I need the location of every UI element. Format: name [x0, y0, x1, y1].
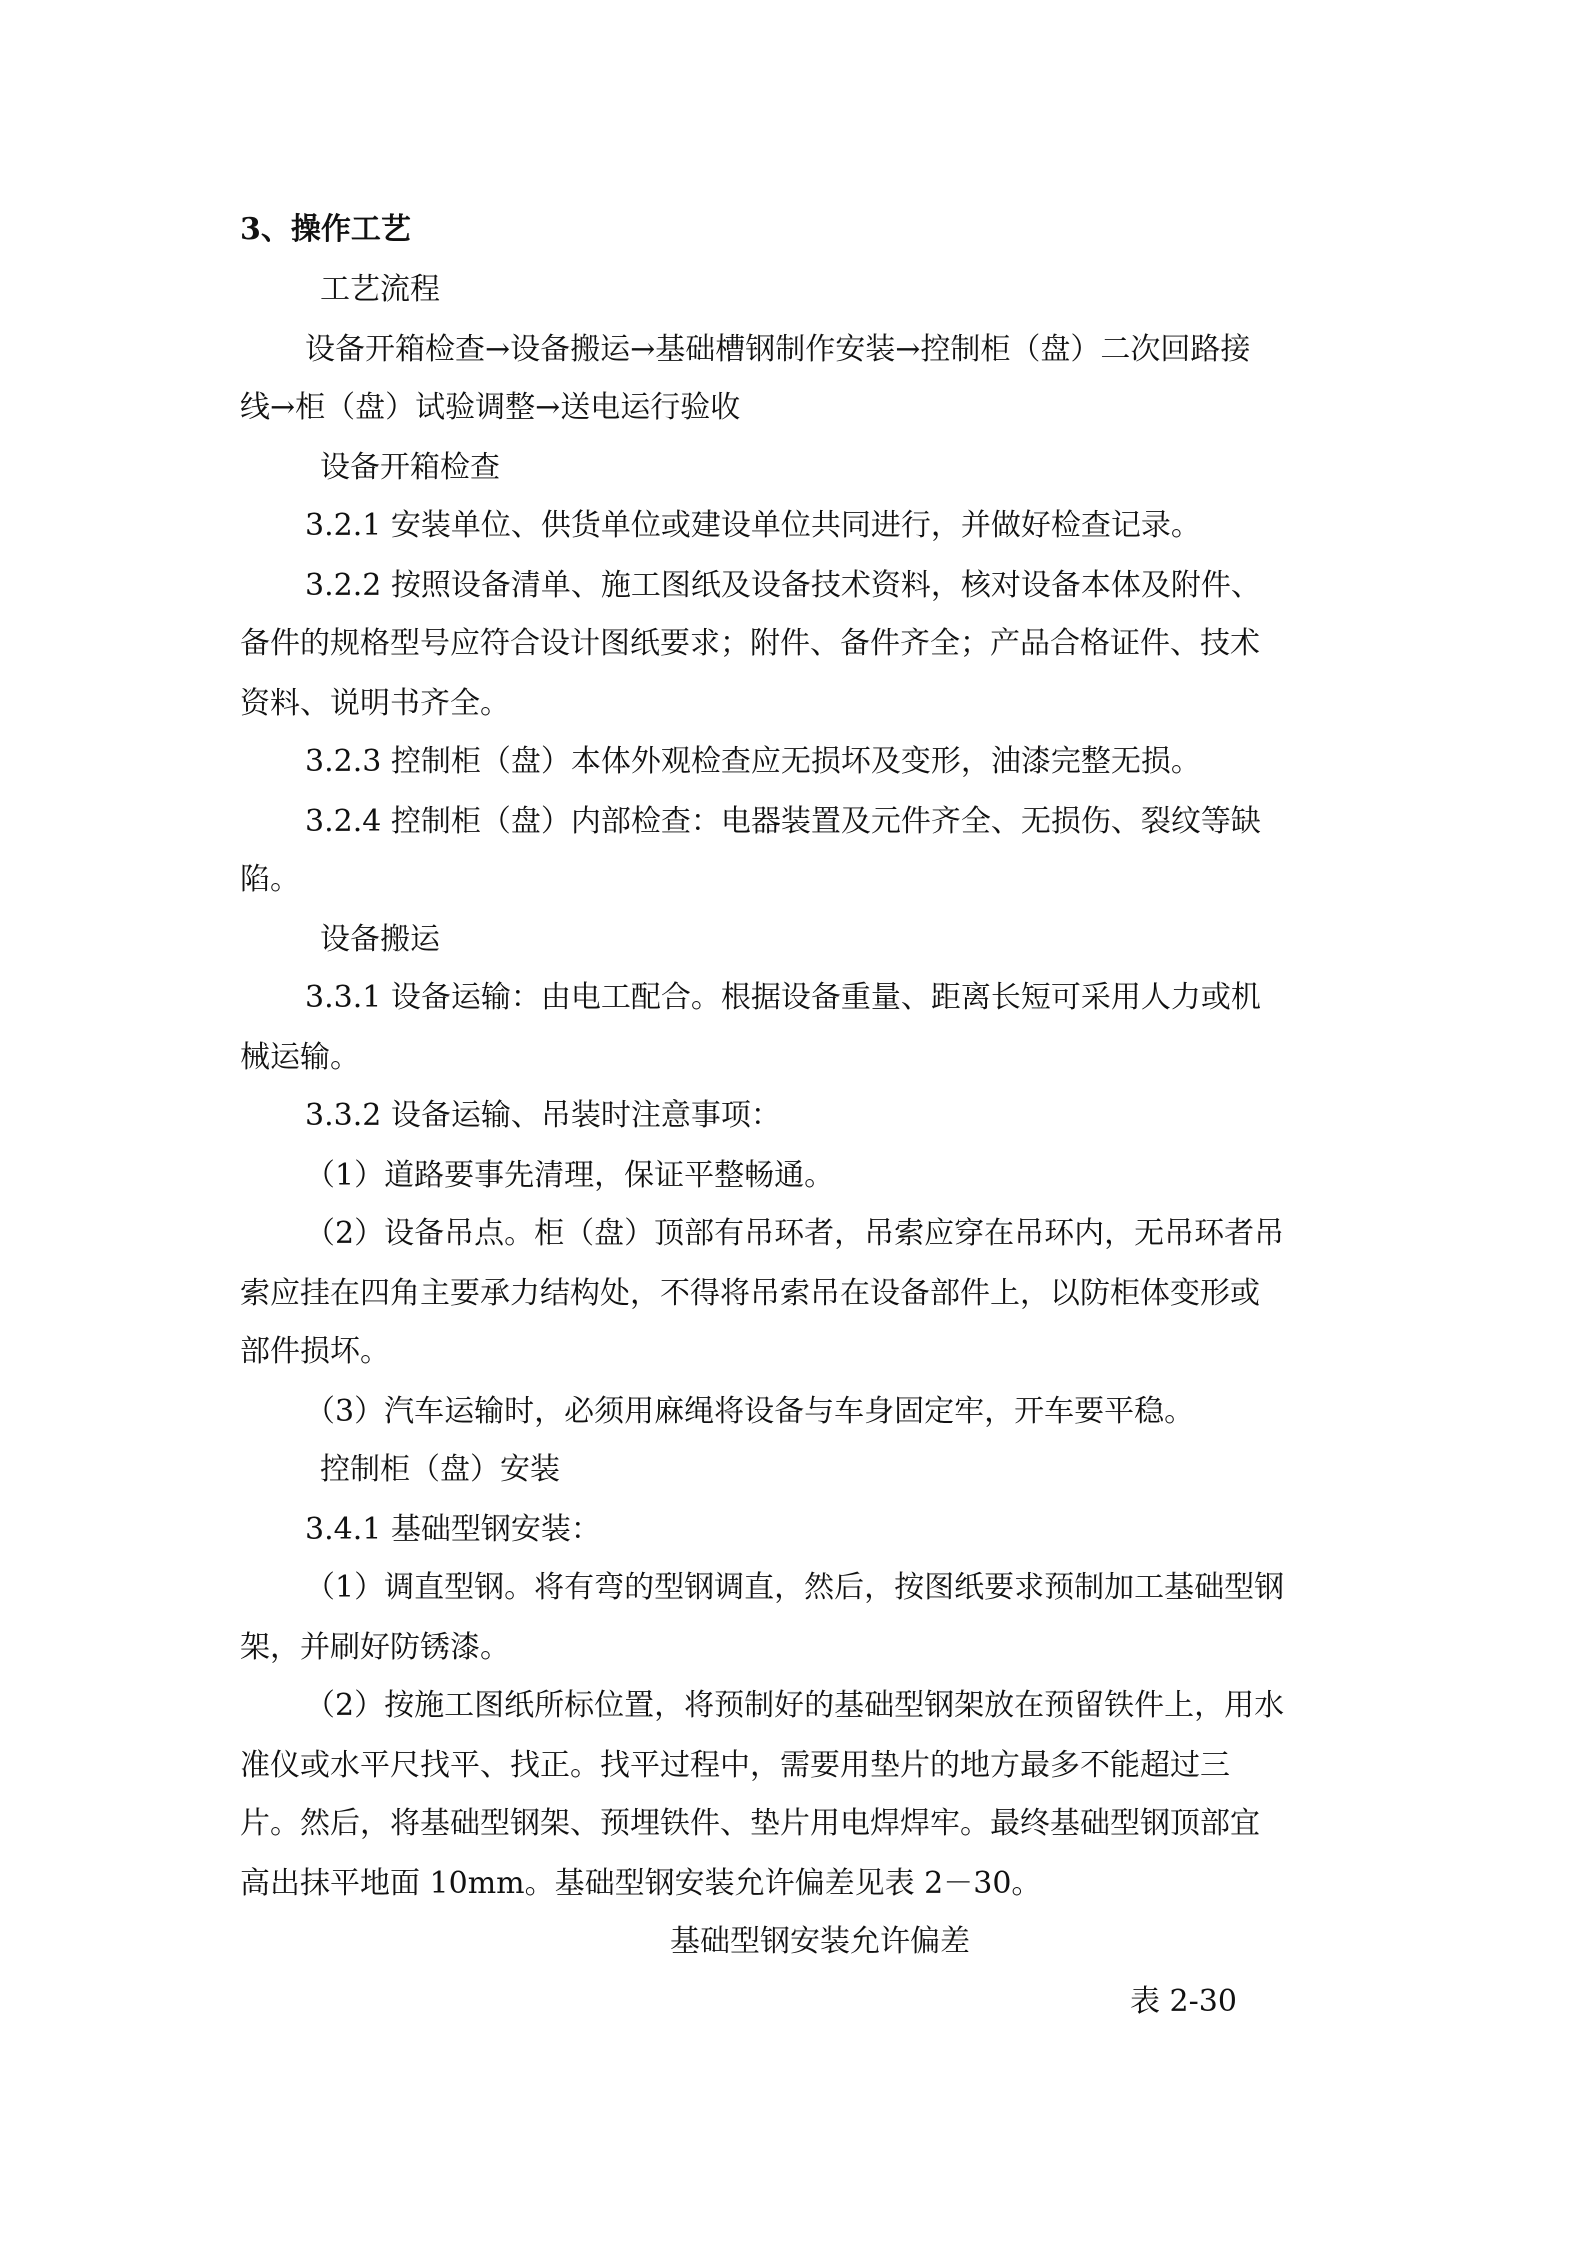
paragraph-3-2-2-line: 3.2.2 按照设备清单、施工图纸及设备技术资料，核对设备本体及附件、	[305, 568, 1261, 603]
paragraph-3-2-4-line: 3.2.4 控制柜（盘）内部检查：电器装置及元件齐全、无损伤、裂纹等缺	[305, 804, 1261, 839]
paragraph-3-3-1-line: 3.3.1 设备运输：由电工配合。根据设备重量、距离长短可采用人力或机	[305, 980, 1261, 1015]
transport-item: 部件损坏。	[240, 1334, 390, 1369]
paragraph-3-2-3: 3.2.3 控制柜（盘）本体外观检查应无损坏及变形，油漆完整无损。	[305, 744, 1201, 779]
install-item: （1）调直型钢。将有弯的型钢调直，然后，按图纸要求预制加工基础型钢	[305, 1570, 1285, 1605]
install-item: 高出抹平地面 10mm。基础型钢安装允许偏差见表 2－30。	[240, 1866, 1042, 1901]
paragraph-3-4-1: 3.4.1 基础型钢安装：	[305, 1512, 601, 1547]
paragraph-3-2-2-line: 备件的规格型号应符合设计图纸要求；附件、备件齐全；产品合格证件、技术	[240, 626, 1260, 661]
paragraph-3-2-4-line: 陷。	[240, 862, 300, 897]
table-number: 表 2-30	[1130, 1984, 1237, 2019]
table-caption: 基础型钢安装允许偏差	[670, 1924, 970, 1959]
flow-text-line: 设备开箱检查→设备搬运→基础槽钢制作安装→控制柜（盘）二次回路接	[305, 332, 1251, 367]
subsection-transport: 设备搬运	[320, 922, 440, 957]
install-item: 准仪或水平尺找平、找正。找平过程中，需要用垫片的地方最多不能超过三	[240, 1748, 1230, 1783]
paragraph-3-3-1-line: 械运输。	[240, 1040, 360, 1075]
subsection-flow: 工艺流程	[320, 272, 440, 307]
install-item: 架，并刷好防锈漆。	[240, 1630, 510, 1665]
paragraph-3-2-2-line: 资料、说明书齐全。	[240, 686, 510, 721]
transport-item: （3）汽车运输时，必须用麻绳将设备与车身固定牢，开车要平稳。	[305, 1394, 1195, 1429]
flow-text-line: 线→柜（盘）试验调整→送电运行验收	[240, 390, 741, 425]
subsection-install: 控制柜（盘）安装	[320, 1452, 560, 1487]
transport-item: （2）设备吊点。柜（盘）顶部有吊环者，吊索应穿在吊环内，无吊环者吊	[305, 1216, 1285, 1251]
paragraph-3-2-1: 3.2.1 安装单位、供货单位或建设单位共同进行，并做好检查记录。	[305, 508, 1201, 543]
section-title: 3、操作工艺	[240, 212, 411, 247]
transport-item: （1）道路要事先清理，保证平整畅通。	[305, 1158, 835, 1193]
install-item: 片。然后，将基础型钢架、预埋铁件、垫片用电焊焊牢。最终基础型钢顶部宜	[240, 1806, 1260, 1841]
install-item: （2）按施工图纸所标位置，将预制好的基础型钢架放在预留铁件上，用水	[305, 1688, 1285, 1723]
paragraph-3-3-2: 3.3.2 设备运输、吊装时注意事项：	[305, 1098, 781, 1133]
transport-item: 索应挂在四角主要承力结构处，不得将吊索吊在设备部件上，以防柜体变形或	[240, 1276, 1260, 1311]
subsection-inspection: 设备开箱检查	[320, 450, 500, 485]
